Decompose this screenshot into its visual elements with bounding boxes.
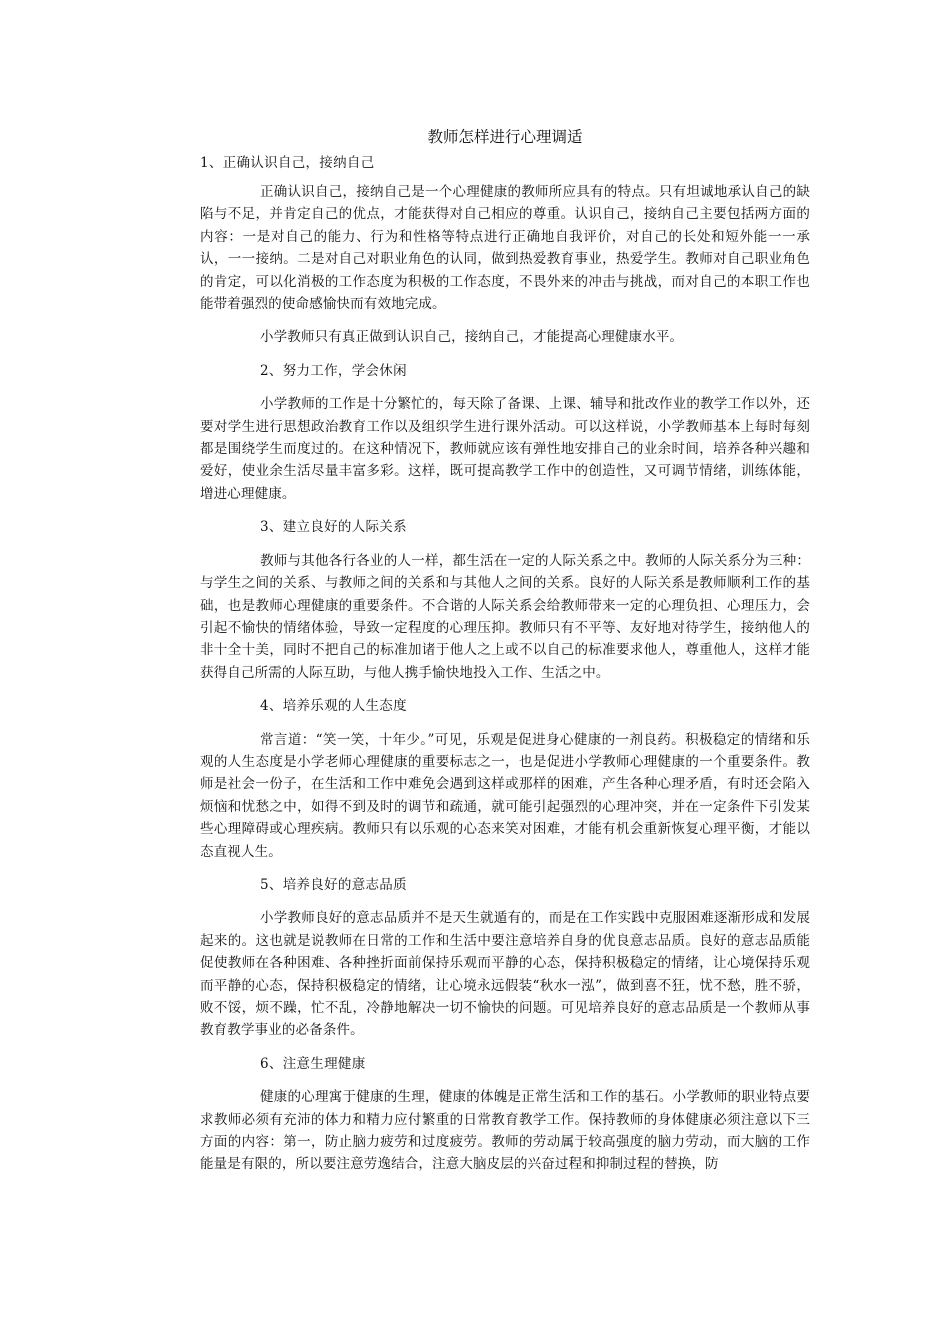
- document-page: [200, 124, 810, 1187]
- section-3-paragraph: 教师与其他各行各业的人一样，都生活在一定的人际关系之中。教师的人际关系分为三种：与学生之间的关系、与教师之间的关系和与其他人之间的关系。良好的人际关系是教师顺利工作的基础，也是教师心理健康的重要条件。不合谐的人际关系会给教师带来一定的心理负担、心理压力，会引起不愉快的情绪体验，导致一定程度的心理压抑。教师只有不平等、友好地对待学生，接纳他人的非十全十美，同时不把自己的标准加诸于他人之上或不以自己的标准要求他人，尊重他人，这样才能获得自己所需的人际互助，与他人携手愉快地投入工作、生活之中。: [200, 552, 810, 681]
- section-1-heading: 1、正确认识自己，接纳自己: [200, 155, 375, 171]
- section-2-paragraph: 小学教师的工作是十分繁忙的，每天除了备课、上课、辅导和批改作业的教学工作以外，还要对学生进行思想政治教育工作以及组织学生进行课外活动。可以这样说，小学教师基本上每时每刻都是围绕学生而度过的。在这种情况下，教师就应该有弹性地安排自己的业余时间，培养各种兴趣和爱好，使业余生活尽量丰富多彩。这样，既可提高教学工作中的创造性，又可调节情绪，训练体能，增进心理健康。: [200, 396, 810, 502]
- document-title: 教师怎样进行心理调适: [427, 128, 583, 146]
- section-6-paragraph: 健康的心理寓于健康的生理，健康的体魄是正常生活和工作的基石。小学教师的职业特点要求教师必须有充沛的体力和精力应付繁重的日常教育教学工作。保持教师的身体健康必须注意以下三方面的内容：第一，防止脑力疲劳和过度疲劳。教师的劳动属于较高强度的脑力劳动，而大脑的工作能量是有限的，所以要注意劳逸结合，注意大脑皮层的兴奋过程和抑制过程的替换，防: [200, 1089, 810, 1173]
- section-4-heading: 4、培养乐观的人生态度: [260, 698, 407, 715]
- section-4-paragraph: 常言道：“笑一笑，十年少。”可见，乐观是促进身心健康的一剂良药。积极稳定的情绪和乐观的人生态度是小学老师心理健康的重要标志之一，也是促进小学教师心理健康的一个重要条件。教师是社会一份子，在生活和工作中难免会遇到这样或那样的困难，产生各种心理矛盾，有时还会陷入烦恼和忧愁之中，如得不到及时的调节和疏通，就可能引起强烈的心理冲突，并在一定条件下引发某些心理障碍或心理疾病。教师只有以乐观的心态来笑对困难，才能有机会重新恢复心理平衡，才能以态直视人生。: [200, 731, 810, 860]
- section-2-heading: 2、努力工作，学会休闲: [260, 362, 407, 379]
- section-6-heading: 6、注意生理健康: [260, 1055, 366, 1072]
- section-5-paragraph: 小学教师良好的意志品质并不是天生就遁有的，而是在工作实践中克服困难逐渐形成和发展起来的。这也就是说教师在日常的工作和生活中要注意培养自身的优良意志品质。良好的意志品质能促使教师在各种困难、各种挫折面前保持乐观而平静的心态，保持积极稳定的情绪，让心境保持乐观而平静的心态，保持积极稳定的情绪，让心境永远假装“秋水一泓”，做到喜不狂，忧不愁，胜不骄，败不馁，烦不躁，忙不乱，冷静地解决一切不愉快的问题。可见培养良好的意志品质是一个教师从事教育教学事业的必备条件。: [200, 910, 810, 1039]
- section-1-paragraph-2: 小学教师只有真正做到认识自己，接纳自己，才能提高心理健康水平。: [260, 329, 684, 346]
- section-5-heading: 5、培养良好的意志品质: [260, 876, 407, 893]
- section-3-heading: 3、建立良好的人际关系: [260, 519, 407, 536]
- section-1-paragraph-1: 正确认识自己，接纳自己是一个心理健康的教师所应具有的特点。只有坦诚地承认自己的缺陷与不足，并肯定自己的优点，才能获得对自己相应的尊重。认识自己，接纳自己主要包括两方面的内容：一是对自己的能力、行为和性格等特点进行正确地自我评价，对自己的长处和短外能一一承认，一一接纳。二是对自己对职业角色的认同，做到热爱教育事业，热爱学生。教师对自己职业角色的肯定，可以化消极的工作态度为积极的工作态度，不畏外来的冲击与挑战，而对自己的本职工作也能带着强烈的使命感愉快而有效地完成。: [200, 184, 810, 313]
